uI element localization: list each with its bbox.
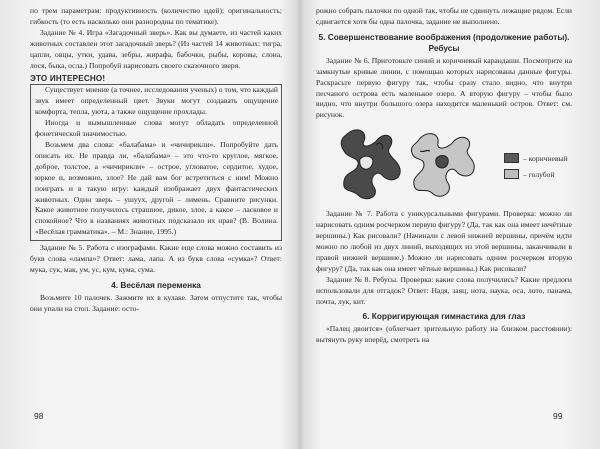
legend-brown — [504, 153, 568, 163]
page-number: 98 — [34, 411, 44, 421]
paragraph: «Палец двоится» (облегчает зрительную работу на близком расстоянии): вытянуть руку вперёд, смотреть на — [316, 324, 572, 345]
rebus-figure — [316, 123, 572, 207]
box-title: ЭТО ИНТЕРЕСНО! — [30, 74, 106, 84]
paragraph: по трем параметрам: продуктивность (количество идей); оригинальность; гибкость (то есть насколько они разнородны по тематике). — [30, 6, 282, 26]
box-paragraph: Возьмем два слова: «балабама» и «чичирикли». Попробуйте дать описать их. Не правда ли, «балабама» – это что-то круглое, мягкое, доброе, толстое, а «чичирикли» – острое, угловатое, сердитое, худое, юркое и, возможно, злое? Не дай вам бог встретиться с ним! Можно поиграть и в такую игру: каждый изображает двух фантастических животных. Один зверь – ушуух, другой – лимень. Сравните рисунки. Какое животное получилось страшное, дикое, злое, а какое – ласковое и спокойное? Что в названиях животных подсказало их нрав? (В. Волина. «Весёлая грамматика». – М.: Знание, 1995.) — [35, 139, 278, 237]
lake-island-shape — [411, 134, 474, 197]
box-paragraph: Иногда и вымышленные слова могут обладать определенной фонетической значимостью. — [35, 118, 278, 139]
section-heading: 4. Весёлая переменка — [111, 279, 201, 290]
blue-swatch — [504, 169, 519, 179]
legend-label: – голубой — [523, 169, 555, 179]
right-page — [316, 6, 572, 436]
task-8: Задание № 8. Ребусы. Проверка: какие слова получились? Какие предлоги использовали для отгадок? Ответ: Надя, заяц, нота, наука, оса, лото, панама, почта, лук, кит. — [316, 274, 572, 306]
brown-swatch — [504, 153, 519, 163]
section-heading: 6. Корригирующая гимнастика для глаз — [362, 311, 526, 322]
task-6: Задание № 6. Приготовьте синий и коричневый карандаши. Посмотрите на замкнутые кривые линии, с помощью которых нарисованы данные фигуры. Раскрасьте первую фигуру так, чтобы сразу стало видно, что внутри песчаного острова есть маленькое озеро. А вторую фигуру – чтобы было видно, что внутри большого озера находится маленький остров. Ответ: см. рисунок. — [316, 55, 572, 120]
paragraph: рожно собрать палочки по одной так, чтобы не сдвинуть лежащие рядом. Если сдвигается хотя бы одна палочка, задание не выполнено. — [316, 6, 572, 26]
sand-island-shape — [341, 130, 400, 199]
curved-shapes-illustration — [338, 123, 488, 207]
legend-blue — [504, 169, 555, 179]
legend-label: – коричневый — [523, 153, 568, 163]
section-heading: 5. Совершенствование воображения (продолжение работы). Ребусы — [318, 31, 570, 53]
box-paragraph: Существует мнение (а точнее, исследования ученых) о том, что каждый звук имеет определенный цвет. Звуки могут создавать ощущение комфорта, тепла, уюта, а также ощущение прохлады. — [35, 85, 278, 117]
interesting-box — [30, 84, 282, 241]
left-page — [30, 6, 282, 436]
task-4: Задание № 4. Игра «Загадочный зверь». Как вы думаете, из частей каких животных составлен этот загадочный зверь? (Из частей 14 животных: тигра, цапли, овцы, утки, удава, зебры, жирафа, бабочки, рыбы, коровы, слона, лося, быка, осла.) Попробуй нарисовать своего сказочного зверя. — [30, 27, 282, 70]
paragraph: Возьмите 10 палочек. Зажмите их в кулаке. Затем отпустите так, чтобы они упали на стол. Задание: осто- — [30, 292, 282, 313]
task-5: Задание № 5. Работа с изографами. Какие еще слова можно составить из букв слова «лампа»? Ответ: лама, лапа. А из букв слова «сумка»? Ответ: мука, сук, мак, ум, ус, кум, кума, сума. — [30, 243, 282, 274]
task-7: Задание № 7. Работа с уникурсальными фигурами. Проверка: можно ли нарисовать одним росчерком первую фигуру? (Да, так как она имеет нечётные вершины.) Как рисовали? (Начинали с левой нижней вершины, причём идти можно по любой из двух линий, выходящих из этой вершины, заканчивали в правой нижней вершине.) Можно ли нарисовать одним росчерком вторую фигуру? (Да, так как она имеет чётные вершины.) Как рисовали? — [316, 209, 572, 273]
page-number: 99 — [553, 411, 563, 421]
